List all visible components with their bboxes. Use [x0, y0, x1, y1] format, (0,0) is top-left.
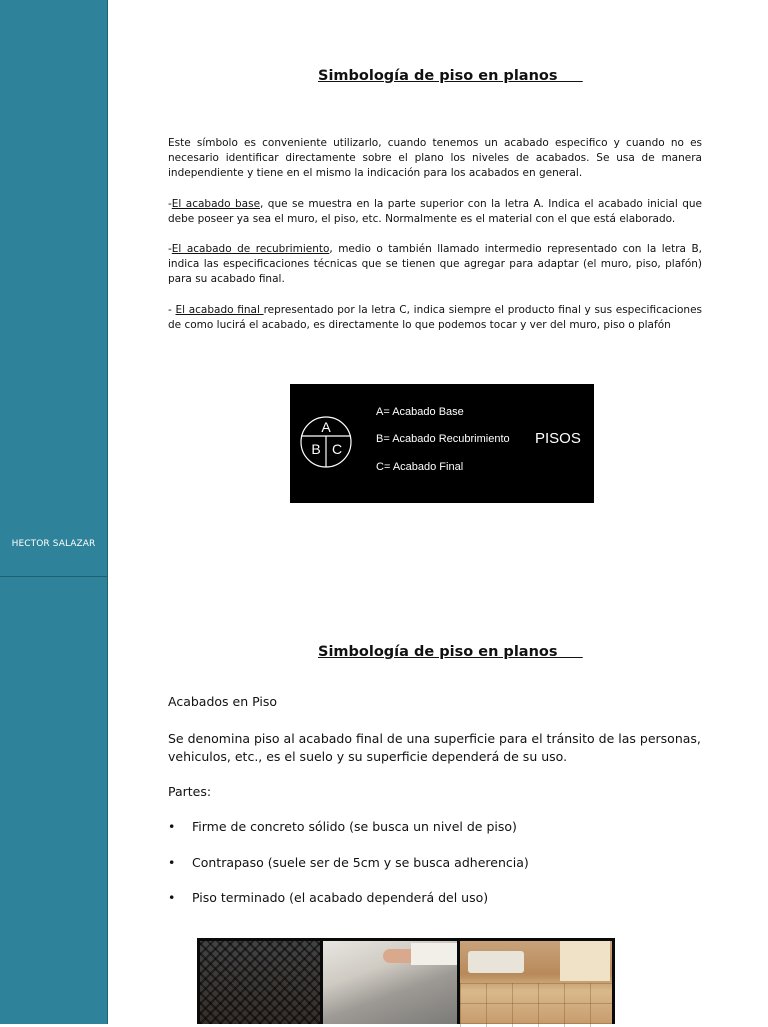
parts-label: Partes:	[168, 784, 212, 799]
item-base-paragraph	[168, 197, 702, 227]
page-title: Simbología de piso en planos	[318, 68, 583, 84]
symbol-letter-b: B	[311, 441, 321, 457]
section-title: Simbología de piso en planos	[318, 644, 583, 660]
list-item: Contrapaso (suele ser de 5cm y se busca adherencia)	[192, 855, 529, 870]
item-base-term: El acabado base	[171, 198, 261, 210]
bullet-marker: •	[168, 890, 176, 905]
sidebar	[0, 0, 108, 1024]
item-recub-paragraph	[168, 242, 702, 287]
item-final-prefix: -	[168, 304, 176, 316]
section-heading: Acabados en Piso	[168, 694, 278, 709]
tile-shape	[411, 943, 457, 965]
intro-paragraph: Este símbolo es conveniente utilizarlo, cuando tenemos un acabado especifico y cuando no es necesario identificar directamente sobre el plano los niveles de acabados. Se usa de manera independiente y tiene en el mismo la indicación para los acabados en general.	[168, 137, 702, 179]
symbol-letter-a: A	[321, 419, 331, 435]
item-recub-prefix: -	[168, 243, 172, 255]
tile-installation-photo	[323, 941, 457, 1024]
floor-symbol-diagram	[290, 384, 594, 503]
bullet-marker: •	[168, 855, 176, 870]
symbol-pisos-label: PISOS	[535, 430, 581, 447]
list-item: Piso terminado (el acabado dependerá del uso)	[192, 890, 489, 905]
window-shape	[560, 941, 610, 981]
rebar-concrete-photo	[200, 941, 320, 1024]
list-item: Firme de concreto sólido (se busca un nivel de piso)	[192, 819, 517, 834]
item-recub-term: El acabado de recubrimiento	[171, 243, 330, 255]
symbol-label-a: A= Acabado Base	[376, 406, 464, 418]
sidebar-divider	[0, 576, 107, 577]
item-final-text: representado por la letra C, indica siempre el producto final y sus especificaciones de como lucirá el acabado, es directamente lo que podemos tocar y ver del muro, piso o plafón	[168, 304, 702, 331]
symbol-label-b: B= Acabado Recubrimiento	[376, 433, 510, 445]
item-final-term: El acabado final	[175, 304, 264, 316]
item-base-prefix: -	[168, 198, 172, 210]
finished-floor-photo	[460, 941, 612, 1024]
author-name: HECTOR SALAZAR	[11, 539, 96, 549]
floor-photos-strip	[197, 938, 615, 1024]
symbol-label-c: C= Acabado Final	[376, 461, 464, 473]
bullet-marker: •	[168, 819, 176, 834]
sofa-shape	[468, 951, 524, 973]
floor-tiles-grid	[460, 983, 612, 1027]
item-base-text: , que se muestra en la parte superior con la letra A. Indica el acabado inicial que debe poseer ya sea el muro, el piso, etc. Normalmente es el material con el que está elaborado.	[168, 198, 702, 225]
definition-paragraph: Se denomina piso al acabado final de una superficie para el tránsito de las personas, vehiculos, etc., es el suelo y su superficie dependerá de su uso.	[168, 731, 701, 764]
symbol-letter-c: C	[331, 441, 343, 457]
item-final-paragraph	[168, 303, 702, 333]
item-recub-text: , medio o también llamado intermedio representado con la letra B, indica las especificaciones técnicas que se tienen que agregar para adaptar (el muro, piso, plafón) para su acabado final.	[168, 243, 702, 285]
